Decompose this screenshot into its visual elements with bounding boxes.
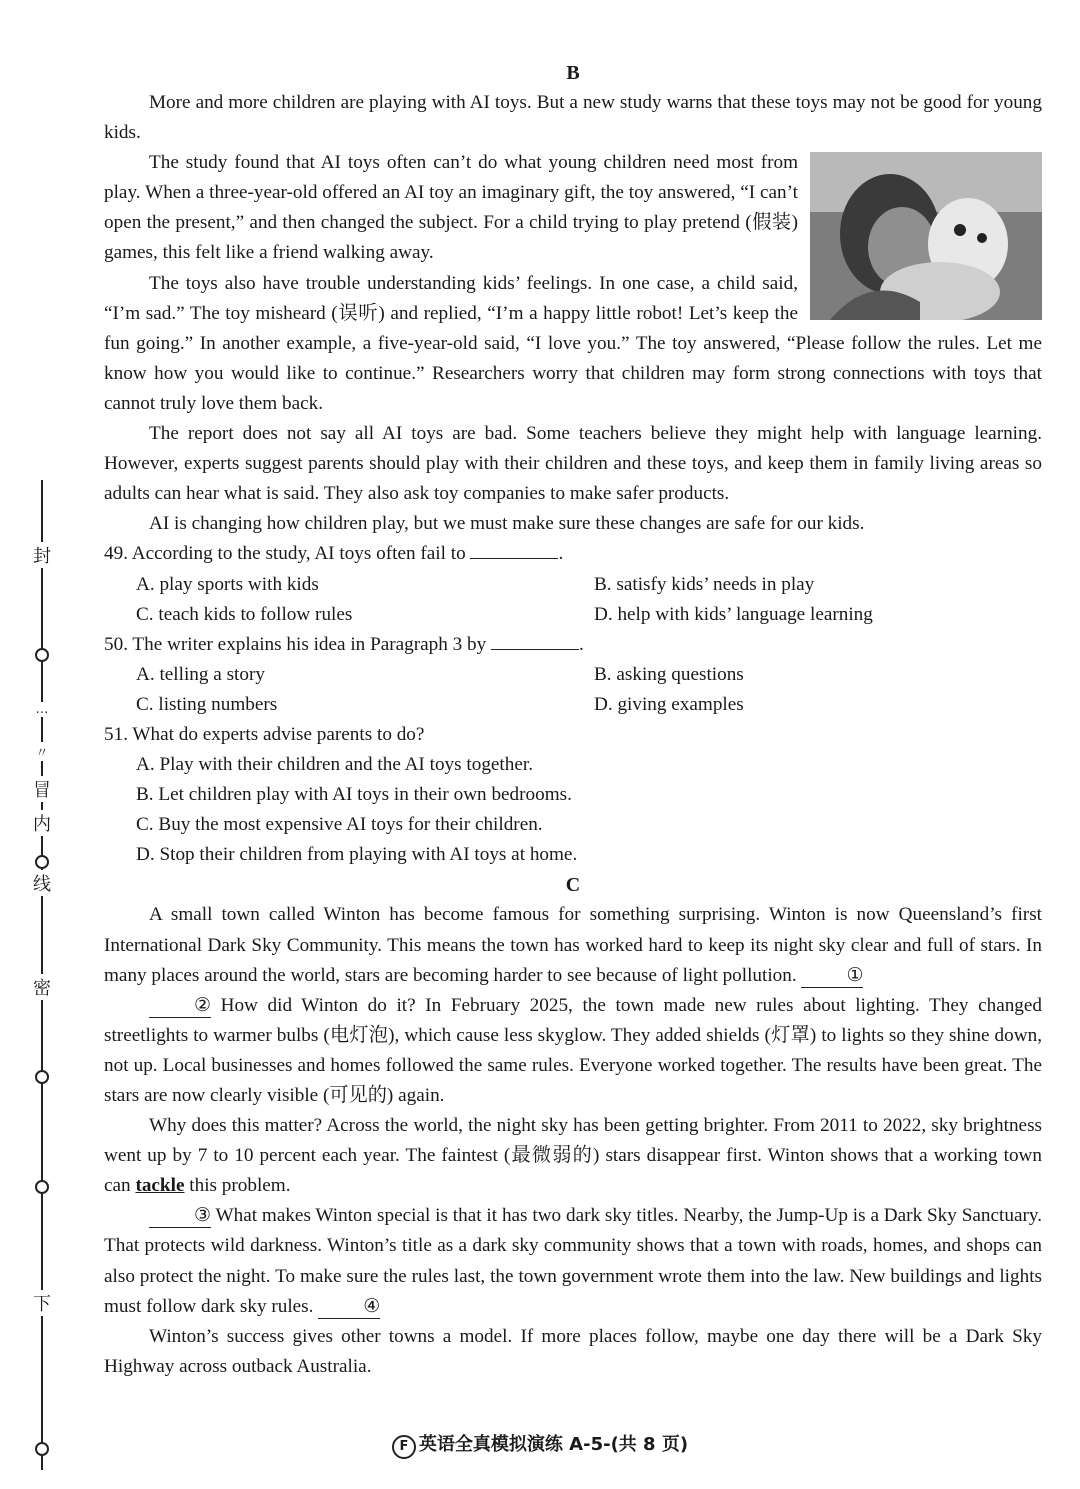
section-b-paragraph-5: AI is changing how children play, but we must make sure these changes are safe for our kids. [149,513,865,535]
option-c: C. teach kids to follow rules [136,603,353,625]
margin-circle [35,1070,49,1084]
paragraph-text: How did Winton do it? In February 2025, the town made new rules about lighting. They changed streetlights to warmer bulbs (电灯泡), which cause less skyglow. They added shields (灯罩) to lights so they shine down, not up. Local businesses and homes followed the same rules. Everyone worked together. The results have been great. The stars are now clearly visible (可见的) again. [104,994,1043,1106]
exam-page-content [104,58,1042,1382]
option-c: C. Buy the most expensive AI toys for their children. [136,814,543,836]
section-b-paragraph-3: The toys also have trouble understanding kids’ feelings. In one case, a child said, “I’m sad.” The toy misheard (误听) and replied, “I’m a happy little robot! Let’s keep the fun going.” In another example, a five-year-old said, “I love you.” The toy answered, “Please follow the rules. Let me know how you would like to continue.” Researchers worry that children may form strong connections with toys that cannot truly love them back. [104,272,1042,414]
question-end: . [558,543,564,565]
paragraph-text: A small town called Winton has become famous for something surprising. Winton is now Queensland’s first International Dark Sky Community. This means the town has worked hard to keep its night sky clear and full of stars. In many places around the world, stars are becoming harder to see because of light pollution. [104,904,1042,986]
photo-illustration [810,152,1042,320]
gap-blank-2: ② [149,995,211,1018]
margin-char-seal: 封 [31,542,53,568]
section-c-heading: C [565,874,581,897]
margin-char: 内 [31,810,53,836]
option-a: A. telling a story [136,663,265,685]
question-49 [104,539,1042,569]
option-a: A. play sports with kids [136,573,319,595]
section-c-paragraph-3 [104,1111,1042,1201]
answer-blank [470,540,558,559]
section-b-paragraph-1: More and more children are playing with AI toys. But a new study warns that these toys may not be good for young kids. [104,92,1042,144]
question-stem: 50. The writer explains his idea in Paragraph 3 by [104,633,487,655]
margin-char: 线 [31,870,53,896]
section-c-paragraph-2 [104,991,1042,1111]
gap-blank-3: ③ [149,1205,211,1228]
margin-circle [35,855,49,869]
margin-char-down: 下 [31,1290,53,1316]
option-d: D. help with kids’ language learning [594,603,873,625]
option-d: D. Stop their children from playing with AI toys at home. [136,844,578,866]
section-c-paragraph-1 [104,900,1042,990]
child-with-toy-photo [810,152,1042,320]
section-c-paragraph-4 [104,1201,1042,1321]
option-b: B. asking questions [594,663,744,685]
paragraph-text: Why does this matter? Across the world, the night sky has been getting brighter. From 2011 to 2022, sky brightness went up by 7 to 10 percent each year. The faintest (最微弱的) stars disappear first. Winton shows that a working town can [104,1115,1042,1197]
question-51-options [104,750,1042,870]
page-footer [0,1430,1080,1459]
gap-blank-4: ④ [318,1296,380,1319]
option-a: A. Play with their children and the AI toys together. [136,754,533,776]
margin-circle [35,648,49,662]
paragraph-text: this problem. [189,1175,291,1197]
question-50 [104,630,1042,660]
margin-char: 〃 [31,742,53,761]
question-stem: 49. According to the study, AI toys often fail to [104,543,466,565]
section-b-heading: B [566,62,580,84]
option-b: B. Let children play with AI toys in their own bedrooms. [136,784,572,806]
question-49-options [104,570,1042,630]
question-stem: 51. What do experts advise parents to do? [104,723,425,745]
margin-circle [35,1180,49,1194]
margin-char: 冒 [31,776,53,802]
question-50-options [104,660,1042,720]
paragraph-text: What makes Winton special is that it has two dark sky titles. Nearby, the Jump-Up is a Dark Sky Sanctuary. That protects wild darkness. Winton’s title as a dark sky community shows that a town with roads, homes, and shops can also protect the night. To make sure the rules last, the town government wrote them into the law. New buildings and lights must follow dark sky rules. [104,1205,1042,1317]
footer-text: 英语全真模拟演练 A-5-(共 8 页) [418,1434,689,1455]
option-d: D. giving examples [594,693,744,715]
question-end: . [579,633,584,655]
margin-char-secret: 密 [31,974,53,1000]
gap-blank-1: ① [801,965,863,988]
section-b-paragraph-4: The report does not say all AI toys are bad. Some teachers believe they might help with language learning. However, experts suggest parents should play with their children and these toys, and keep them in family living areas so adults can hear what is said. They also ask toy companies to make safer products. [104,423,1042,505]
question-51 [104,720,1042,750]
section-b-paragraph-2: The study found that AI toys often can’t do what young children need most from play. When a three-year-old offered an AI toy an imaginary gift, the toy answered, “I can’t open the present,” and then changed the subject. For a child trying to play pretend (假装) games, this felt like a friend walking away. [104,152,798,264]
answer-blank [491,631,579,650]
option-c: C. listing numbers [136,693,278,715]
margin-char: … [31,702,53,717]
highlighted-word-tackle: tackle [135,1175,185,1197]
binding-margin [18,480,68,1470]
section-c-paragraph-5: Winton’s success gives other towns a model. If more places follow, maybe one day there will be a Dark Sky Highway across outback Australia. [104,1325,1042,1377]
edition-mark: F [392,1435,416,1459]
option-b: B. satisfy kids’ needs in play [594,573,815,595]
